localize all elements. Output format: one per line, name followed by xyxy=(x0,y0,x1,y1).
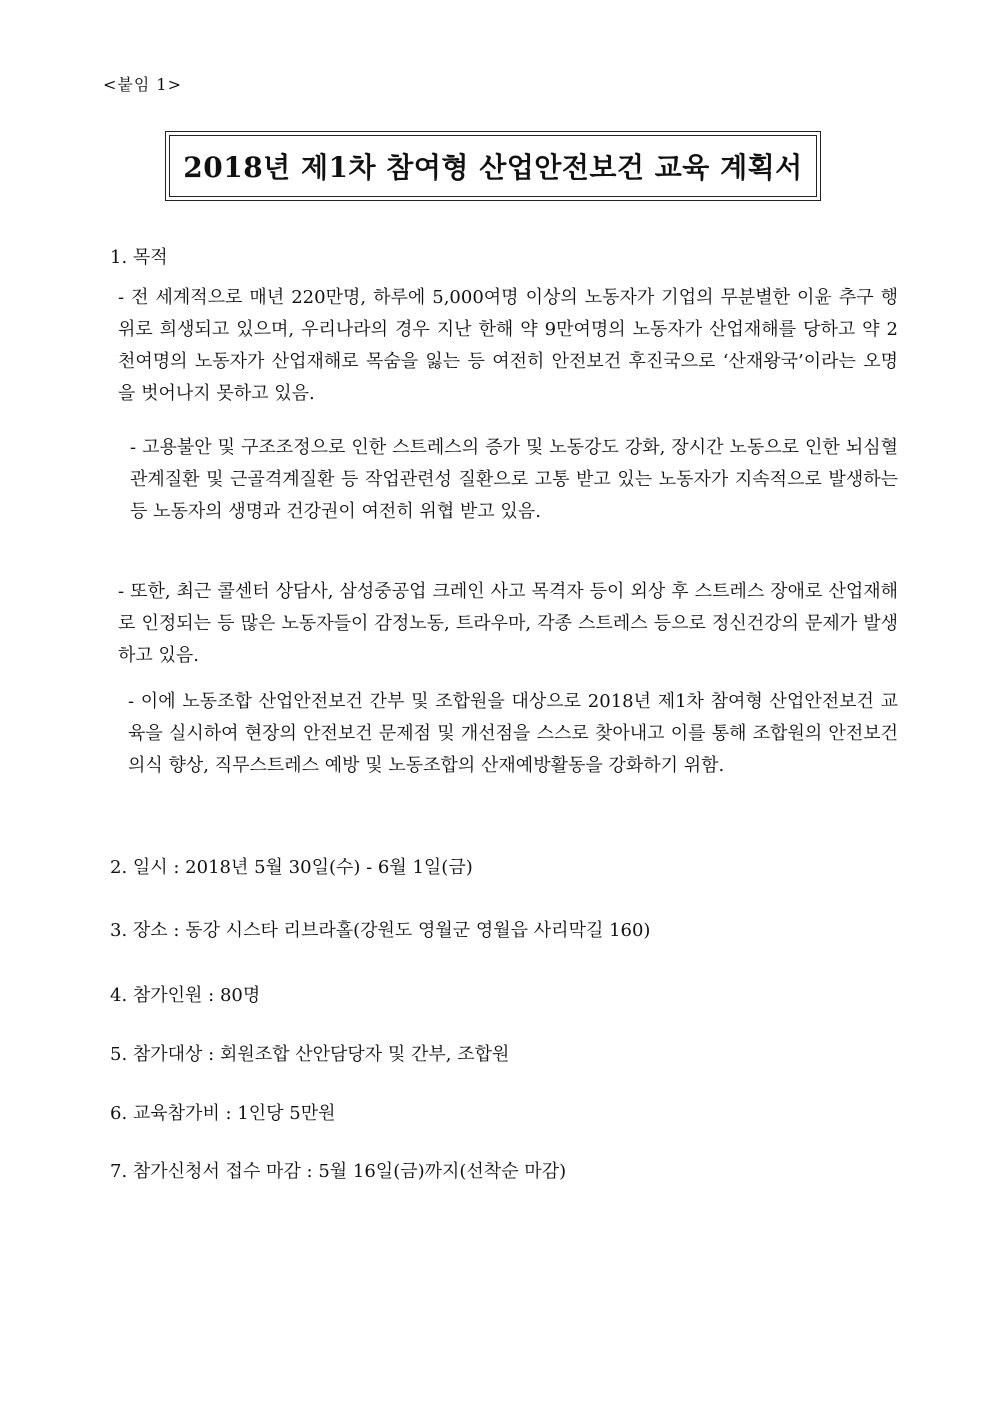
item-participant-count: 4. 참가인원 : 80명 xyxy=(110,985,261,1006)
document-title: 2018년 제1차 참여형 산업안전보건 교육 계획서 xyxy=(183,151,803,184)
title-box xyxy=(165,131,821,201)
purpose-paragraph-1: - 전 세계적으로 매년 220만명, 하루에 5,000여명 이상의 노동자가 기업의 무분별한 이윤 추구 행위로 희생되고 있으며, 우리나라의 경우 지난 한해 약 9만여명의 노동자가 산업재해를 당하고 약 2천여명의 노동자가 산업재해로 목숨을 잃는 등 여전히 안전보건 후진국으로 ‘산재왕국’이라는 오명을 벗어나지 못하고 있음. xyxy=(118,287,898,404)
item-participant-target: 5. 참가대상 : 회원조합 산안담당자 및 간부, 조합원 xyxy=(110,1044,510,1065)
purpose-paragraph-2: - 고용불안 및 구조조정으로 인한 스트레스의 증가 및 노동강도 강화, 장시간 노동으로 인한 뇌심혈관계질환 및 근골격계질환 등 작업관련성 질환으로 고통 받고 있는 노동자가 지속적으로 발생하는등 노동자의 생명과 건강권이 여전히 위협 받고 있음. xyxy=(130,437,898,522)
attachment-label: <붙임 1> xyxy=(103,75,182,94)
purpose-paragraph-3: - 또한, 최근 콜센터 상담사, 삼성중공업 크레인 사고 목격자 등이 외상 후 스트레스 장애로 산업재해로 인정되는 등 많은 노동자들이 감정노동, 트라우마, 각종 스트레스 등으로 정신건강의 문제가 발생하고 있음. xyxy=(118,581,898,666)
item-schedule: 2. 일시 : 2018년 5월 30일(수) - 6월 1일(금) xyxy=(110,857,473,878)
title-inner-frame xyxy=(169,135,817,197)
item-venue: 3. 장소 : 동강 시스타 리브라홀(강원도 영월군 영월읍 사리막길 160) xyxy=(110,920,651,941)
section-heading-purpose: 1. 목적 xyxy=(110,247,168,268)
purpose-paragraph-4: - 이에 노동조합 산업안전보건 간부 및 조합원을 대상으로 2018년 제1차 참여형 산업안전보건 교육을 실시하여 현장의 안전보건 문제점 및 개선점을 스스로 찾아내고 이를 통해 조합원의 안전보건 의식 향상, 직무스트레스 예방 및 노동조합의 산재예방활동을 강화하기 위함. xyxy=(128,691,898,776)
item-fee: 6. 교육참가비 : 1인당 5만원 xyxy=(110,1103,336,1124)
item-deadline: 7. 참가신청서 접수 마감 : 5월 16일(금)까지(선착순 마감) xyxy=(110,1161,567,1182)
